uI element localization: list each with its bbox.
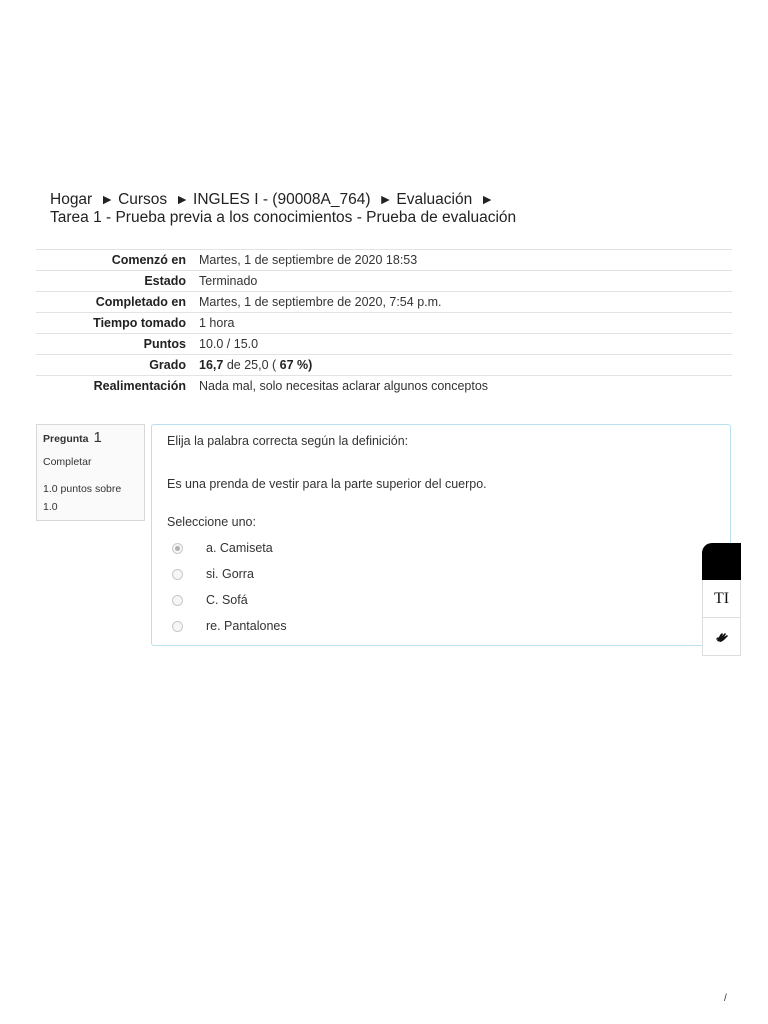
answer-option[interactable]	[172, 561, 287, 587]
question-number	[43, 429, 138, 446]
grade-percent: 67	[279, 358, 294, 372]
summary-label: Comenzó en	[36, 250, 199, 271]
question-number-value: 1	[93, 429, 102, 446]
breadcrumb-current[interactable]: Tarea 1 - Prueba previa a los conocimientos - Prueba de evaluación	[50, 209, 517, 226]
answer-option[interactable]	[172, 613, 287, 639]
answer-option[interactable]	[172, 535, 287, 561]
breadcrumb-courses[interactable]: Cursos	[118, 191, 168, 208]
summary-label: Estado	[36, 271, 199, 292]
summary-value: Martes, 1 de septiembre de 2020 18:53	[199, 250, 732, 271]
summary-label: Tiempo tomado	[36, 313, 199, 334]
summary-row-marks	[36, 334, 732, 355]
answer-option[interactable]	[172, 587, 287, 613]
question-grade	[43, 480, 138, 516]
sign-language-icon	[714, 629, 730, 645]
breadcrumb-separator: ►	[100, 191, 115, 207]
summary-value: Terminado	[199, 271, 732, 292]
widget-header[interactable]	[702, 543, 741, 580]
breadcrumb-separator: ►	[480, 191, 495, 207]
question-label: Pregunta	[43, 433, 89, 445]
summary-row-grade	[36, 355, 732, 376]
question-grade-line: 1.0 puntos sobre	[43, 483, 122, 495]
grade-percent-sign: %)	[297, 358, 313, 372]
summary-row-time	[36, 313, 732, 334]
answer-list	[172, 535, 287, 639]
summary-value: 1 hora	[199, 313, 732, 334]
summary-value: 10.0 / 15.0	[199, 334, 732, 355]
accessibility-widget	[702, 543, 741, 656]
answer-label: a. Camiseta	[206, 541, 273, 555]
summary-label: Completado en	[36, 292, 199, 313]
sign-language-button[interactable]	[702, 618, 741, 656]
answer-radio[interactable]	[172, 595, 183, 606]
summary-label: Puntos	[36, 334, 199, 355]
summary-value: Martes, 1 de septiembre de 2020, 7:54 p.m.	[199, 292, 732, 313]
question-definition: Es una prenda de vestir para la parte superior del cuerpo.	[167, 477, 487, 491]
answer-label: re. Pantalones	[206, 619, 287, 633]
text-size-label: TI	[713, 589, 730, 607]
breadcrumb-evaluation[interactable]: Evaluación	[396, 191, 473, 208]
answer-label: C. Sofá	[206, 593, 248, 607]
breadcrumb	[50, 190, 730, 227]
question-content	[151, 424, 731, 646]
summary-value	[199, 355, 732, 376]
answer-label: si. Gorra	[206, 567, 254, 581]
breadcrumb-separator: ►	[175, 191, 190, 207]
summary-row-completed	[36, 292, 732, 313]
summary-value: Nada mal, solo necesitas aclarar algunos conceptos	[199, 376, 732, 397]
summary-label: Grado	[36, 355, 199, 376]
text-size-button[interactable]	[702, 580, 741, 618]
question-text: Elija la palabra correcta según la definición:	[167, 434, 409, 448]
summary-row-feedback	[36, 376, 732, 397]
breadcrumb-course[interactable]: INGLES I - (90008A_764)	[193, 191, 371, 208]
summary-label: Realimentación	[36, 376, 199, 397]
breadcrumb-line-1	[50, 190, 730, 209]
answer-prompt: Seleccione uno:	[167, 515, 256, 529]
breadcrumb-home[interactable]: Hogar	[50, 191, 93, 208]
grade-out-of: de 25,0 (	[226, 358, 277, 372]
answer-radio[interactable]	[172, 569, 183, 580]
answer-radio[interactable]	[172, 621, 183, 632]
grade-score: 16,7	[199, 358, 224, 372]
summary-row-started	[36, 250, 732, 271]
page-footer: /	[724, 993, 727, 1004]
answer-radio-selected[interactable]	[172, 543, 183, 554]
question-grade-line: 1.0	[43, 501, 58, 513]
attempt-summary-table	[36, 249, 732, 396]
question-info	[36, 424, 145, 521]
summary-row-state	[36, 271, 732, 292]
breadcrumb-separator: ►	[378, 191, 393, 207]
question-state: Completar	[43, 456, 92, 468]
